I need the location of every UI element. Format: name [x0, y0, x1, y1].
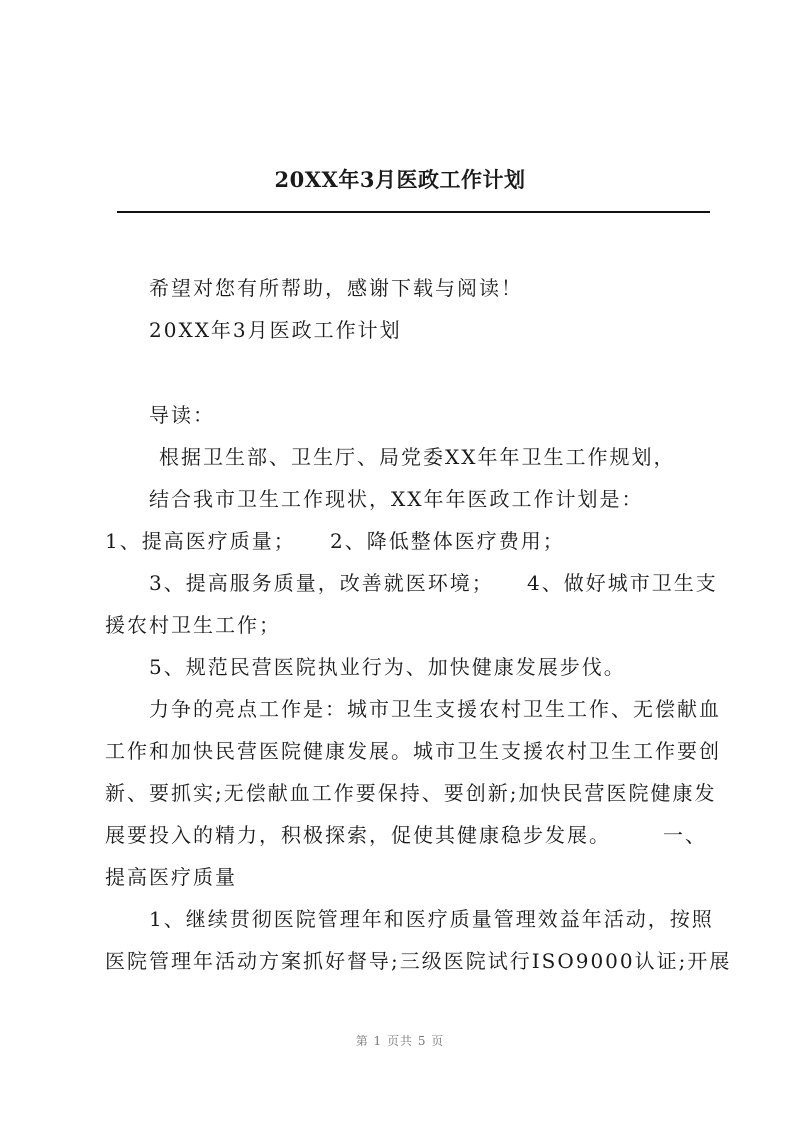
paragraph-line: 新、要抓实;无偿献血工作要保持、要创新;加快民营医院健康发: [105, 781, 717, 805]
paragraph-line: 1、继续贯彻医院管理年和医疗质量管理效益年活动，按照: [149, 907, 714, 931]
intro-subtitle: 20XX年3月医政工作计划: [149, 318, 402, 342]
list-item-4-cont: 援农村卫生工作；: [105, 613, 281, 637]
paragraph-line: 展要投入的精力，积极探索，促使其健康稳步发展。: [105, 823, 611, 847]
guide-label: 导读：: [149, 403, 215, 427]
list-item-2: 2、降低整体医疗费用；: [330, 529, 565, 553]
list-item-1: 1、提高医疗质量；: [105, 529, 296, 553]
list-item-3: 3、提高服务质量，改善就医环境；: [149, 571, 494, 595]
page-footer: 第 1 页共 5 页: [355, 1034, 445, 1048]
list-item-4: 4、做好城市卫生支: [527, 571, 718, 595]
paragraph-line: 工作和加快民营医院健康发展。城市卫生支援农村卫生工作要创: [105, 739, 721, 763]
section-heading: 提高医疗质量: [105, 865, 237, 889]
section-number: 一、: [663, 823, 707, 847]
paragraph-line: 医院管理年活动方案抓好督导;三级医院试行ISO9000认证;开展: [105, 949, 732, 973]
paragraph-line: 根据卫生部、卫生厅、局党委XX年年卫生工作规划，: [159, 445, 676, 469]
paragraph-line: 结合我市卫生工作现状，XX年年医政工作计划是：: [149, 487, 644, 511]
list-item-5: 5、规范民营医院执业行为、加快健康发展步伐。: [149, 655, 626, 679]
title-divider: [117, 211, 710, 213]
page-title: 20XX年3月医政工作计划: [274, 167, 526, 192]
paragraph-line: 力争的亮点工作是：城市卫生支援农村卫生工作、无偿献血: [149, 697, 721, 721]
intro-greeting: 希望对您有所帮助，感谢下载与阅读！: [149, 276, 523, 300]
